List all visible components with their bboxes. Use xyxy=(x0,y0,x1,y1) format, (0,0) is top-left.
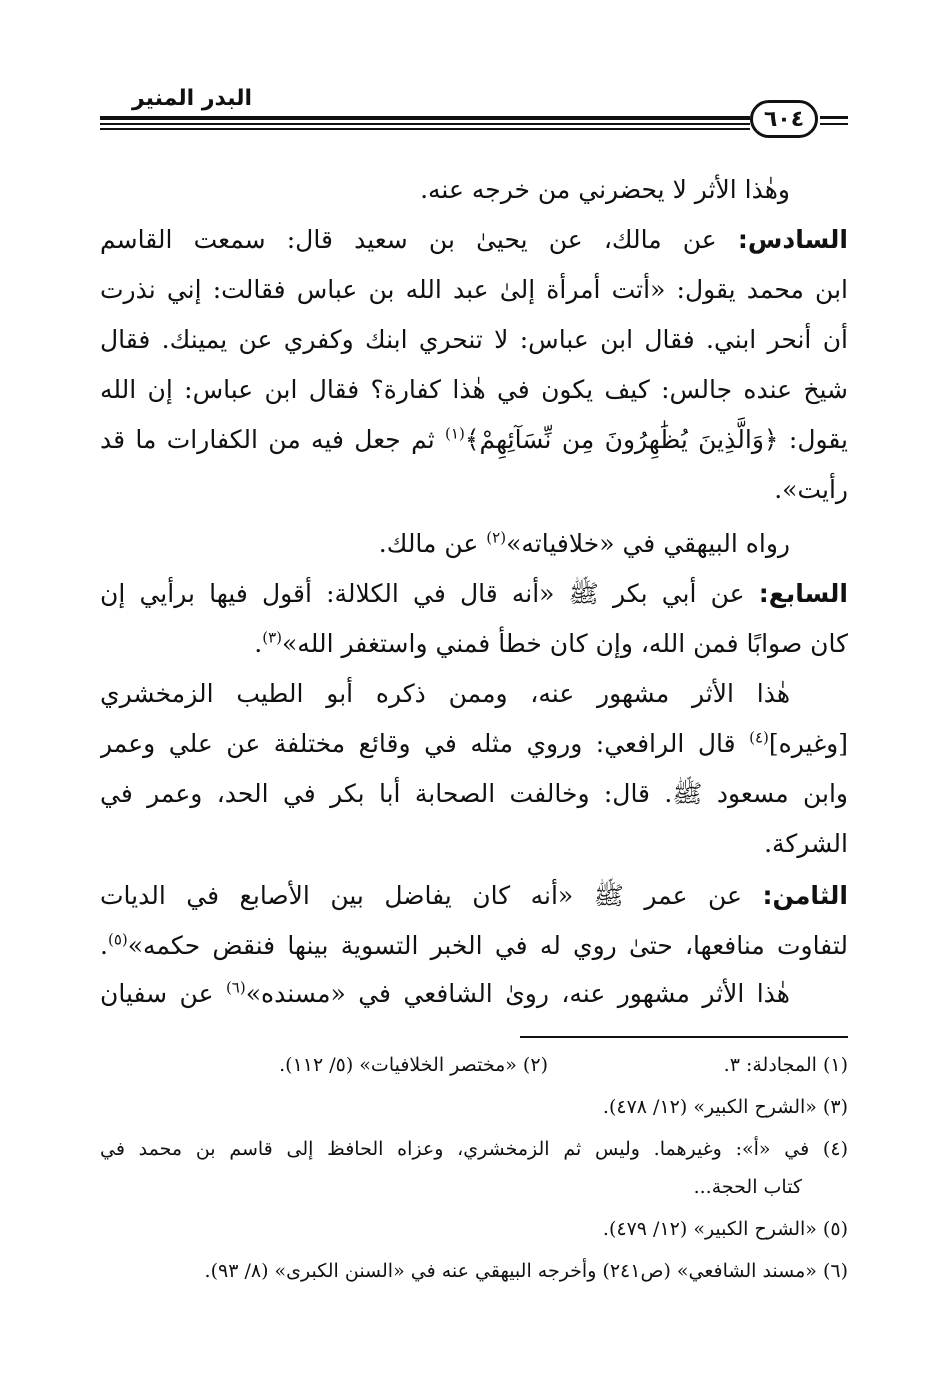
text-line: وهٰذا الأثر لا يحضرني من خرجه عنه. xyxy=(420,175,790,204)
footnote-ref: (١) xyxy=(445,424,465,443)
text-line: رواه البيهقي في «خلافياته»$^{(٢)}$ عن مالك. xyxy=(378,528,790,558)
footnote-5: (٥) «الشرح الكبير» (١٢/ ٤٧٩). xyxy=(602,1218,848,1240)
footnote-ref: (٢) xyxy=(486,528,507,547)
text-line: وابن مسعود ﷺ. قال: وخالفت الصحابة أبا بكر في الحد، وعمر في xyxy=(100,779,848,808)
footnote-ref: (٤) xyxy=(749,728,769,747)
footnote-2: (٢) «مختصر الخلافيات» (٥/ ١١٢). xyxy=(279,1054,548,1076)
footnote-ref: (٥) xyxy=(107,930,128,949)
footnote-ref: (٣) xyxy=(262,628,283,647)
text-line: رأيت». xyxy=(774,475,848,504)
footnote-ref: (٦) xyxy=(225,978,246,997)
header-rule xyxy=(820,123,848,125)
book-title: البدر المنير xyxy=(132,86,253,111)
text-line: هٰذا الأثر مشهور عنه، روىٰ الشافعي في «مسنده»$^{(٦)}$ عن سفيان xyxy=(100,978,790,1008)
header-rule xyxy=(820,116,848,119)
text-line: الثامن: عن عمر ﷺ «أنه كان يفاضل بين الأصابع في الديات xyxy=(100,881,848,910)
text-line: كان صوابًا فمن الله، وإن كان خطأ فمني واستغفر الله»$^{(٣)}$. xyxy=(254,628,848,658)
text-line: هٰذا الأثر مشهور عنه، وممن ذكره أبو الطيب الزمخشري xyxy=(100,679,790,708)
text-line: الشركة. xyxy=(764,829,848,858)
footnote-1: (١) المجادلة: ٣. xyxy=(723,1054,848,1076)
header-rule xyxy=(100,128,750,130)
header-rule xyxy=(100,123,750,125)
footnote-line xyxy=(100,1048,848,1082)
text-line: شيخ عنده جالس: كيف يكون في هٰذا كفارة؟ فقال ابن عباس: إن الله xyxy=(100,375,848,404)
text-line: السادس: عن مالك، عن يحيىٰ بن سعيد قال: سمعت القاسم xyxy=(100,225,848,254)
section-label: الثامن: xyxy=(762,881,848,910)
header-rule xyxy=(100,116,750,120)
footnote-6: (٦) «مسند الشافعي» (ص٢٤١) وأخرجه البيهقي عنه في «السنن الكبرى» (٨/ ٩٣). xyxy=(204,1260,848,1282)
text-line: السابع: عن أبي بكر ﷺ «أنه قال في الكلالة: أقول فيها برأيي إن xyxy=(100,579,848,608)
footnote-separator xyxy=(520,1036,848,1038)
running-header xyxy=(100,86,848,146)
text-line: [وغيره]$^{(٤)}$ قال الرافعي: وروي مثله في وقائع مختلفة عن علي وعمر xyxy=(100,728,848,758)
section-label: السادس: xyxy=(737,225,848,254)
text-line: لتفاوت منافعها، حتىٰ روي له في الخبر التسوية بينها فنقض حكمه»$^{(٥)}$. xyxy=(100,930,848,960)
footnote-4: (٤) في «أ»: وغيرهما. وليس ثم الزمخشري، وعزاه الحافظ إلى قاسم بن محمد في xyxy=(100,1138,848,1160)
footnote-4-continuation: كتاب الحجة... xyxy=(693,1176,802,1198)
section-label: السابع: xyxy=(758,579,848,608)
quran-verse: ﴿وَالَّذِينَ يُظَٰهِرُونَ مِن نِّسَآئِهِمْ﴾ xyxy=(464,425,779,454)
page-number xyxy=(750,100,818,138)
text-line: ابن محمد يقول: «أتت أمرأة إلىٰ عبد الله بن عباس فقالت: إني نذرت xyxy=(100,275,848,304)
page-number-text: ٦٠٤ xyxy=(763,106,805,132)
text-line: أن أنحر ابني. فقال ابن عباس: لا تنحري ابنك وكفري عن يمينك. فقال xyxy=(100,325,848,354)
text-line: يقول: ﴿وَالَّذِينَ يُظَٰهِرُونَ مِن نِّسَآئِهِمْ﴾$^{(١)}$ ثم جعل فيه من الكفارات ما قد xyxy=(100,424,848,454)
footnote-3: (٣) «الشرح الكبير» (١٢/ ٤٧٨). xyxy=(602,1096,848,1118)
